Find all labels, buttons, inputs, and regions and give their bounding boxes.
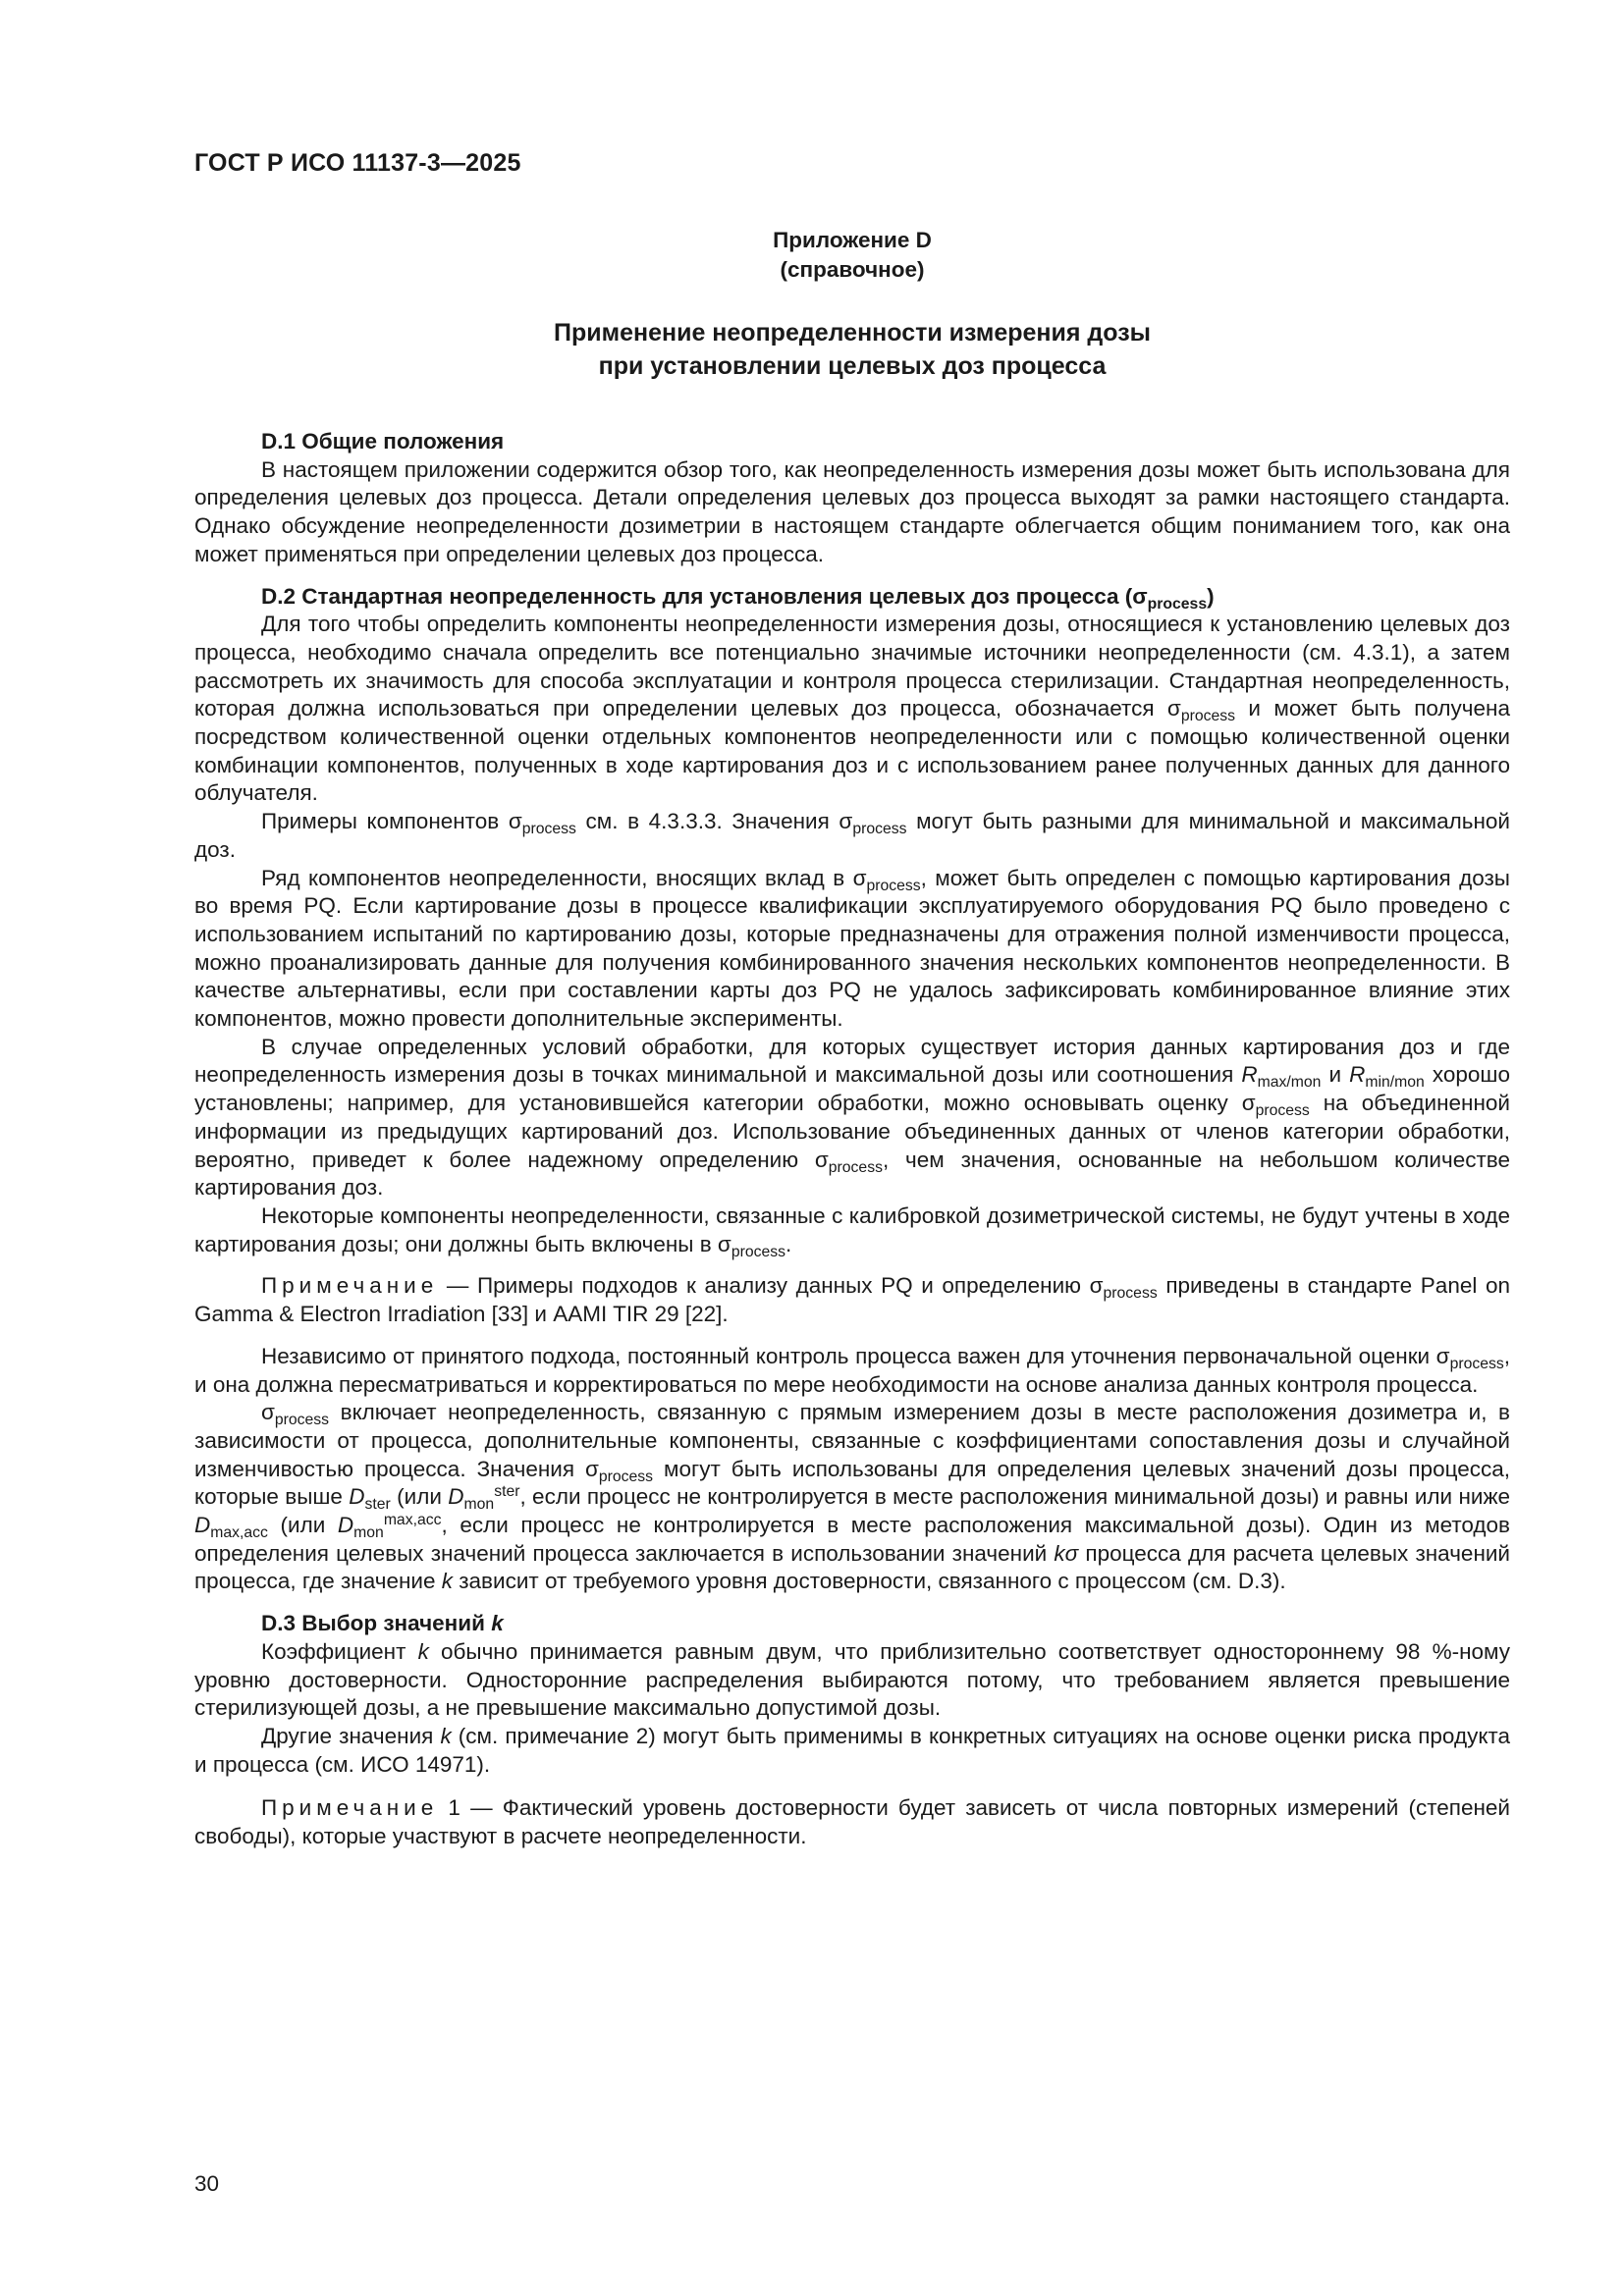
document-body — [194, 428, 1510, 1851]
section-d3-paragraph-1: Коэффициент k обычно принимается равным двум, что приблизительно соответствует одностороннему 98 %-ному уровню достоверности. Односторонние распределения выбираются потому, что требованием является превышение стерилизующей дозы, а не превышение максимально допустимой дозы. — [194, 1638, 1510, 1721]
section-d3-heading: D.3 Выбор значений k — [261, 1611, 504, 1636]
section-d2-paragraph-2: Примеры компонентов $\sigma_{process}$ см. в 4.3.3.3. Значения $\sigma_{process}$ могут быть разными для минимальной и максимальной доз. — [194, 809, 1510, 862]
section-d2-paragraph-7: $\sigma_{process}$ включает неопределенность, связанную с прямым измерением дозы в месте расположения дозиметра и, в зависимости от процесса, дополнительные компоненты, связанные с коэффициентами сопоставления дозы и случайной изменчивостью процесса. Значения $\sigma_{process}$ могут быть использованы для определения целевых значений дозы процесса, которые выше $D_{ster}$ (или $D_{mon}^{ster}$, если процесс не контролируется в месте расположения минимальной дозы) и равны или ниже $D_{max,acc}$ (или $D_{mon}^{max,acc}$, если процесс не контролируется в месте расположения максимальной дозы). Один из методов определения целевых значений процесса заключается в использовании значений kσ процесса для расчета целевых значений процесса, где значение k зависит от требуемого уровня достоверности, связанного с процессом (см. D.3). — [194, 1400, 1511, 1594]
annex-title-line-2: при установлении целевых доз процесса — [598, 352, 1107, 380]
page-number: 30 — [194, 2171, 220, 2196]
document-code: ГОСТ Р ИСО 11137-3—2025 — [194, 149, 521, 177]
section-d2-paragraph-6: Независимо от принятого подхода, постоянный контроль процесса важен для уточнения первоначальной оценки $\sigma_{process}$, и она должна пересматриваться и корректироваться по мере необходимости на основе анализа данных контроля процесса. — [194, 1343, 1510, 1397]
section-d3-note-1: Примечание 1 — Фактический уровень достоверности будет зависеть от числа повторных измерений (степеней свободы), которые участвуют в расчете неопределенности. — [194, 1795, 1510, 1849]
section-d2-paragraph-1: Для того чтобы определить компоненты неопределенности измерения дозы, относящиеся к установлению целевых доз процесса, необходимо сначала определить все потенциально значимые источники неопределенности (см. 4.3.1), а затем рассмотреть их значимость для способа эксплуатации и контроля процесса стерилизации. Стандартная неопределенность, которая должна использоваться при определении целевых доз процесса, обозначается $\sigma_{process}$ и может быть получена посредством количественной оценки отдельных компонентов неопределенности или с помощью количественной оценки комбинации компонентов, полученных в ходе картирования доз и с использованием ранее полученных данных для данного облучателя. — [194, 612, 1510, 806]
annex-title-line-1: Применение неопределенности измерения дозы — [553, 319, 1152, 347]
annex-type: (справочное) — [780, 257, 925, 282]
section-d2-heading: D.2 Стандартная неопределенность для установления целевых доз процесса $(\sigma_{process})$ — [261, 583, 1215, 613]
section-d2-paragraph-4: В случае определенных условий обработки, для которых существует история данных картирования доз и где неопределенность измерения дозы в точках минимальной и максимальной дозы или соотношения $R_{max/mon}$ и $R_{min/mon}$ хорошо установлены; например, для установившейся категории обработки, можно основывать оценку $\sigma_{process}$ на объединенной информации из предыдущих картирований доз. Использование объединенных данных от членов категории обработки, вероятно, приведет к более надежному определению $\sigma_{process}$, чем значения, основанные на небольшом количестве картирования доз. — [194, 1034, 1510, 1201]
section-d2-paragraph-5: Некоторые компоненты неопределенности, связанные с калибровкой дозиметрической системы, не будут учтены в ходе картирования дозы; они должны быть включены в $\sigma_{process}$. — [194, 1202, 1510, 1260]
section-d1-heading: D.1 Общие положения — [261, 429, 505, 454]
section-d2-paragraph-3: Ряд компонентов неопределенности, вносящих вклад в $\sigma_{process}$, может быть определен с помощью картирования дозы во время PQ. Если картирование дозы в процессе квалификации эксплуатируемого оборудования PQ было проведено с использованием испытаний по картированию дозы, которые предназначены для отражения полной изменчивости процесса, можно проанализировать данные для получения комбинированного значения нескольких компонентов неопределенности. В качестве альтернативы, если при составлении карты доз PQ не удалось зафиксировать комбинированное влияние этих компонентов, можно провести дополнительные эксперименты. — [194, 865, 1510, 1032]
annex-title — [194, 316, 1510, 383]
section-d1-paragraph-1: В настоящем приложении содержится обзор того, как неопределенность измерения дозы может быть использована для определения целевых доз процесса. Детали определения целевых доз процесса выходят за рамки настоящего стандарта. Однако обсуждение неопределенности дозиметрии в настоящем стандарте облегчается общим пониманием того, как она может применяться при определении целевых доз процесса. — [194, 456, 1510, 566]
annex-label: Приложение D — [773, 228, 932, 252]
section-d2-note: Примечание — Примеры подходов к анализу данных PQ и определению $\sigma_{process}$ приведены в стандарте Panel on Gamma & Electron Irradiation [33] и AAMI TIR 29 [22]. — [194, 1273, 1510, 1327]
annex-heading — [194, 226, 1510, 285]
section-d3-paragraph-2: Другие значения k (см. примечание 2) могут быть применимы в конкретных ситуациях на основе оценки риска продукта и процесса (см. ИСО 14971). — [194, 1723, 1510, 1777]
